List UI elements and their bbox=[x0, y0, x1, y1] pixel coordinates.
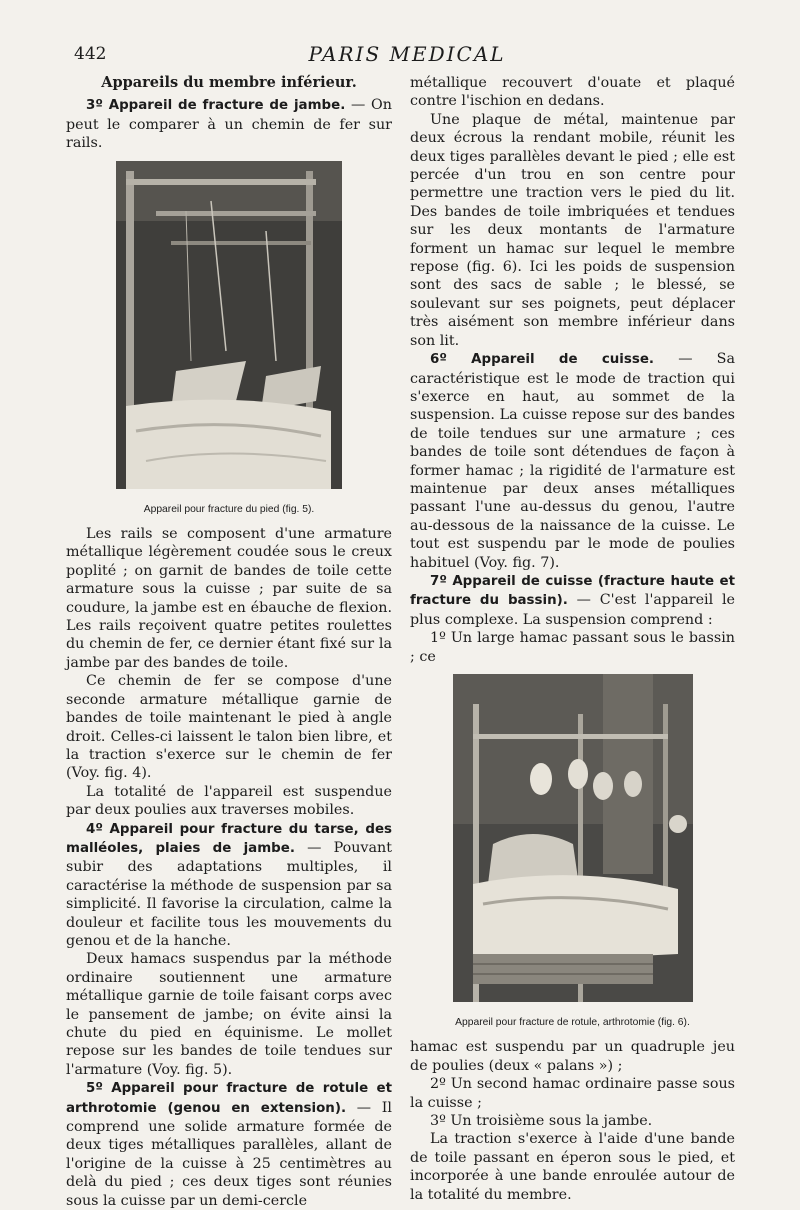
paragraph-heading: 5º Appareil pour fracture de rotule et arthrotomie (genou en extension). bbox=[66, 1081, 392, 1116]
foot-fracture-apparatus-illustration bbox=[116, 161, 342, 489]
paragraph bbox=[66, 96, 392, 152]
paragraph: Une plaque de métal, maintenue par deux écrous la rendant mobile, réunit les deux tiges parallèles devant le pied ; elle est percée d'un trou en son centre pour permettre une traction vers le pied du lit. Des bandes de toile imbriquées et tendues sur les deux montants de l'armature forment un hamac sur lequel le membre repose (fig. 6). Ici les poids de suspension sont des sacs de sable ; le blessé, se soulevant sur ses poignets, peut déplacer très aisément son membre inférieur dans son lit. bbox=[410, 111, 735, 349]
paragraph bbox=[66, 820, 392, 951]
paragraph-text: — Pouvant subir des adaptations multiples, il caractérise la méthode de suspension par sa simplicité. Il favorise la circulation, calme la douleur et facilite tous les mouvements du genou et de la hanche. bbox=[66, 839, 392, 949]
paragraph: 1º Un large hamac passant sous le bassin ; ce bbox=[410, 630, 735, 665]
page-header bbox=[62, 38, 752, 68]
paragraph-text: — On peut le comparer à un chemin de fer sur rails. bbox=[66, 97, 392, 152]
paragraph-heading: 4º Appareil pour fracture du tarse, des malléoles, plaies de jambe. bbox=[66, 821, 392, 856]
paragraph bbox=[66, 1079, 392, 1210]
figure-5-caption: Appareil pour fracture du pied (fig. 5). bbox=[143, 503, 315, 515]
paragraph-text: — Il comprend une solide armature formée de deux tiges métalliques parallèles, allant de l'origine de la cuisse à 25 centimètres au delà du pied ; ces deux tiges sont réunies sous la cuisse par un demi-cercle bbox=[66, 1099, 392, 1209]
paragraph: Les rails se composent d'une armature métallique légèrement coudée sous le creux poplité ; on garnit de bandes de toile cette armature sous la cuisse ; par suite de sa coudure, la jambe est en ébauche de flexion. Les rails reçoivent quatre petites roulettes du chemin de fer, ce dernier étant fixé sur la jambe par des bandes de toile. bbox=[66, 526, 392, 671]
figure-5 bbox=[66, 161, 392, 519]
paragraph-heading: 3º Appareil de fracture de jambe. bbox=[86, 98, 346, 114]
paragraph-text: — C'est l'appareil le plus complexe. La suspension comprend : bbox=[410, 592, 736, 628]
paragraph: 2º Un second hamac ordinaire passe sous la cuisse ; bbox=[410, 1076, 735, 1111]
paragraph: La totalité de l'appareil est suspendue par deux poulies aux traverses mobiles. bbox=[66, 783, 392, 819]
running-title: PARIS MEDICAL bbox=[308, 42, 506, 66]
paragraph: Deux hamacs suspendus par la méthode ordinaire soutiennent une armature métallique garnie de toile faisant corps avec le pansement de jambe; on évite ainsi la chute du pied en équinisme. Le mollet repose sur les bandes de toile tendues sur l'armature (Voy. fig. 5). bbox=[66, 951, 392, 1078]
paragraph: hamac est suspendu par un quadruple jeu de poulies (deux « palans ») ; bbox=[410, 1039, 735, 1074]
left-column bbox=[66, 74, 392, 1210]
paragraph: 3º Un troisième sous la jambe. bbox=[430, 1113, 653, 1130]
section-title: Appareils du membre inférieur. bbox=[101, 74, 357, 91]
paragraph-heading: 6º Appareil de cuisse. bbox=[430, 352, 655, 368]
patella-fracture-ward-illustration bbox=[453, 674, 693, 1002]
figure-6 bbox=[410, 674, 735, 1032]
paragraph: métallique recouvert d'ouate et plaqué contre l'ischion en dedans. bbox=[410, 75, 735, 110]
page-number: 442 bbox=[74, 44, 107, 64]
figure-6-caption: Appareil pour fracture de rotule, arthrotomie (fig. 6). bbox=[455, 1017, 690, 1028]
paragraph: La traction s'exerce à l'aide d'une bande de toile passant en éperon sous le pied, et incorporée à une bande enroulée autour de la totalité du membre. bbox=[410, 1131, 735, 1203]
paragraph bbox=[410, 572, 735, 629]
figure-5-photo bbox=[116, 161, 342, 489]
paragraph-text: — Sa caractéristique est le mode de traction qui s'exerce en haut, au sommet de la suspension. La cuisse repose sur des bandes de toile tendues sur une armature ; ces bandes de toile sont détendues de façon à former hamac ; la rigidité de l'armature est maintenue par deux anses métalliques passant l'une au-dessus du genou, l'autre au-dessous de la naissance de la cuisse. Le tout est suspendu par le mode de poulies habituel (Voy. fig. 7). bbox=[410, 351, 735, 571]
paragraph: Ce chemin de fer se compose d'une seconde armature métallique garnie de bandes de toile maintenant le pied à angle droit. Celles-ci laissent le talon bien libre, et la traction s'exerce sur le chemin de fer (Voy. fig. 4). bbox=[66, 673, 392, 782]
paragraph bbox=[410, 350, 735, 572]
right-column bbox=[410, 74, 735, 1204]
figure-6-photo bbox=[453, 674, 693, 1002]
paragraph-heading: 7º Appareil de cuisse (fracture haute et fracture du bassin). bbox=[410, 573, 735, 609]
